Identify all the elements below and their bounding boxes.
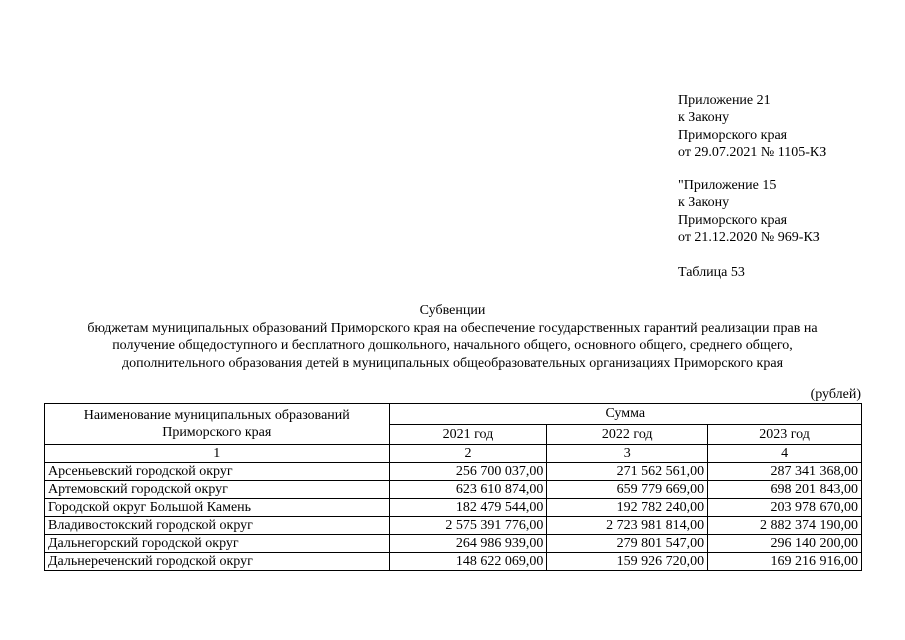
year-header-2023: 2023 год [708,424,862,445]
year-header-2022: 2022 год [547,424,708,445]
appendix-line: к Закону [678,195,730,211]
municipality-name: Дальнереченский городской округ [45,553,390,571]
amount-2021: 2 575 391 776,00 [389,517,547,535]
name-header-line: Наименование муниципальных образований [83,408,350,423]
amount-2021: 623 610 874,00 [389,481,547,499]
sum-header: Сумма [389,404,861,425]
table-row [45,535,862,553]
appendix-current [678,92,826,161]
unit-label: (рублей) [810,387,861,402]
appendix-line: к Закону [678,110,730,126]
appendix-line: Приморского края [678,127,788,143]
table-row [45,499,862,517]
appendix-line: от 21.12.2020 № 969-КЗ [678,230,820,246]
appendix-previous [678,177,826,246]
subsidies-table [44,403,862,571]
amount-2022: 279 801 547,00 [547,535,708,553]
amount-2022: 192 782 240,00 [547,499,708,517]
table-row [45,481,862,499]
column-number: 3 [547,445,708,463]
amount-2022: 159 926 720,00 [547,553,708,571]
heading-title: Субвенции [419,303,486,318]
amount-2021: 148 622 069,00 [389,553,547,571]
municipality-name: Городской округ Большой Камень [45,499,390,517]
heading-line: дополнительного образования детей в муниципальных общеобразовательных организациях Приморского края [121,355,784,371]
appendix-line: Приморского края [678,212,788,228]
column-number: 1 [45,445,390,463]
column-number-row [45,445,862,463]
table-row [45,463,862,481]
amount-2023: 698 201 843,00 [708,481,862,499]
amount-2023: 2 882 374 190,00 [708,517,862,535]
column-number: 2 [389,445,547,463]
amount-2023: 203 978 670,00 [708,499,862,517]
table-label: Таблица 53 [678,265,745,280]
amount-2021: 182 479 544,00 [389,499,547,517]
heading-line: бюджетам муниципальных образований Приморского края на обеспечение государственных гарантий реализации прав на [87,320,818,336]
table-row [45,553,862,571]
column-number: 4 [708,445,862,463]
name-header-line: Приморского края [162,425,272,440]
name-column-header [45,404,390,445]
amount-2021: 264 986 939,00 [389,535,547,553]
document-heading [40,302,865,372]
year-header-2021: 2021 год [389,424,547,445]
municipality-name: Владивостокский городской округ [45,517,390,535]
municipality-name: Артемовский городской округ [45,481,390,499]
appendix-header [678,92,826,262]
municipality-name: Арсеньевский городской округ [45,463,390,481]
appendix-line: Приложение 21 [678,93,771,108]
appendix-line: "Приложение 15 [678,178,777,194]
amount-2023: 169 216 916,00 [708,553,862,571]
table-row [45,517,862,535]
amount-2023: 287 341 368,00 [708,463,862,481]
amount-2022: 2 723 981 814,00 [547,517,708,535]
amount-2021: 256 700 037,00 [389,463,547,481]
amount-2022: 271 562 561,00 [547,463,708,481]
heading-line: получение общедоступного и бесплатного дошкольного, начального общего, основного общего, среднего общего, [112,338,793,354]
amount-2022: 659 779 669,00 [547,481,708,499]
appendix-line: от 29.07.2021 № 1105-КЗ [678,144,827,160]
amount-2023: 296 140 200,00 [708,535,862,553]
municipality-name: Дальнегорский городской округ [45,535,390,553]
